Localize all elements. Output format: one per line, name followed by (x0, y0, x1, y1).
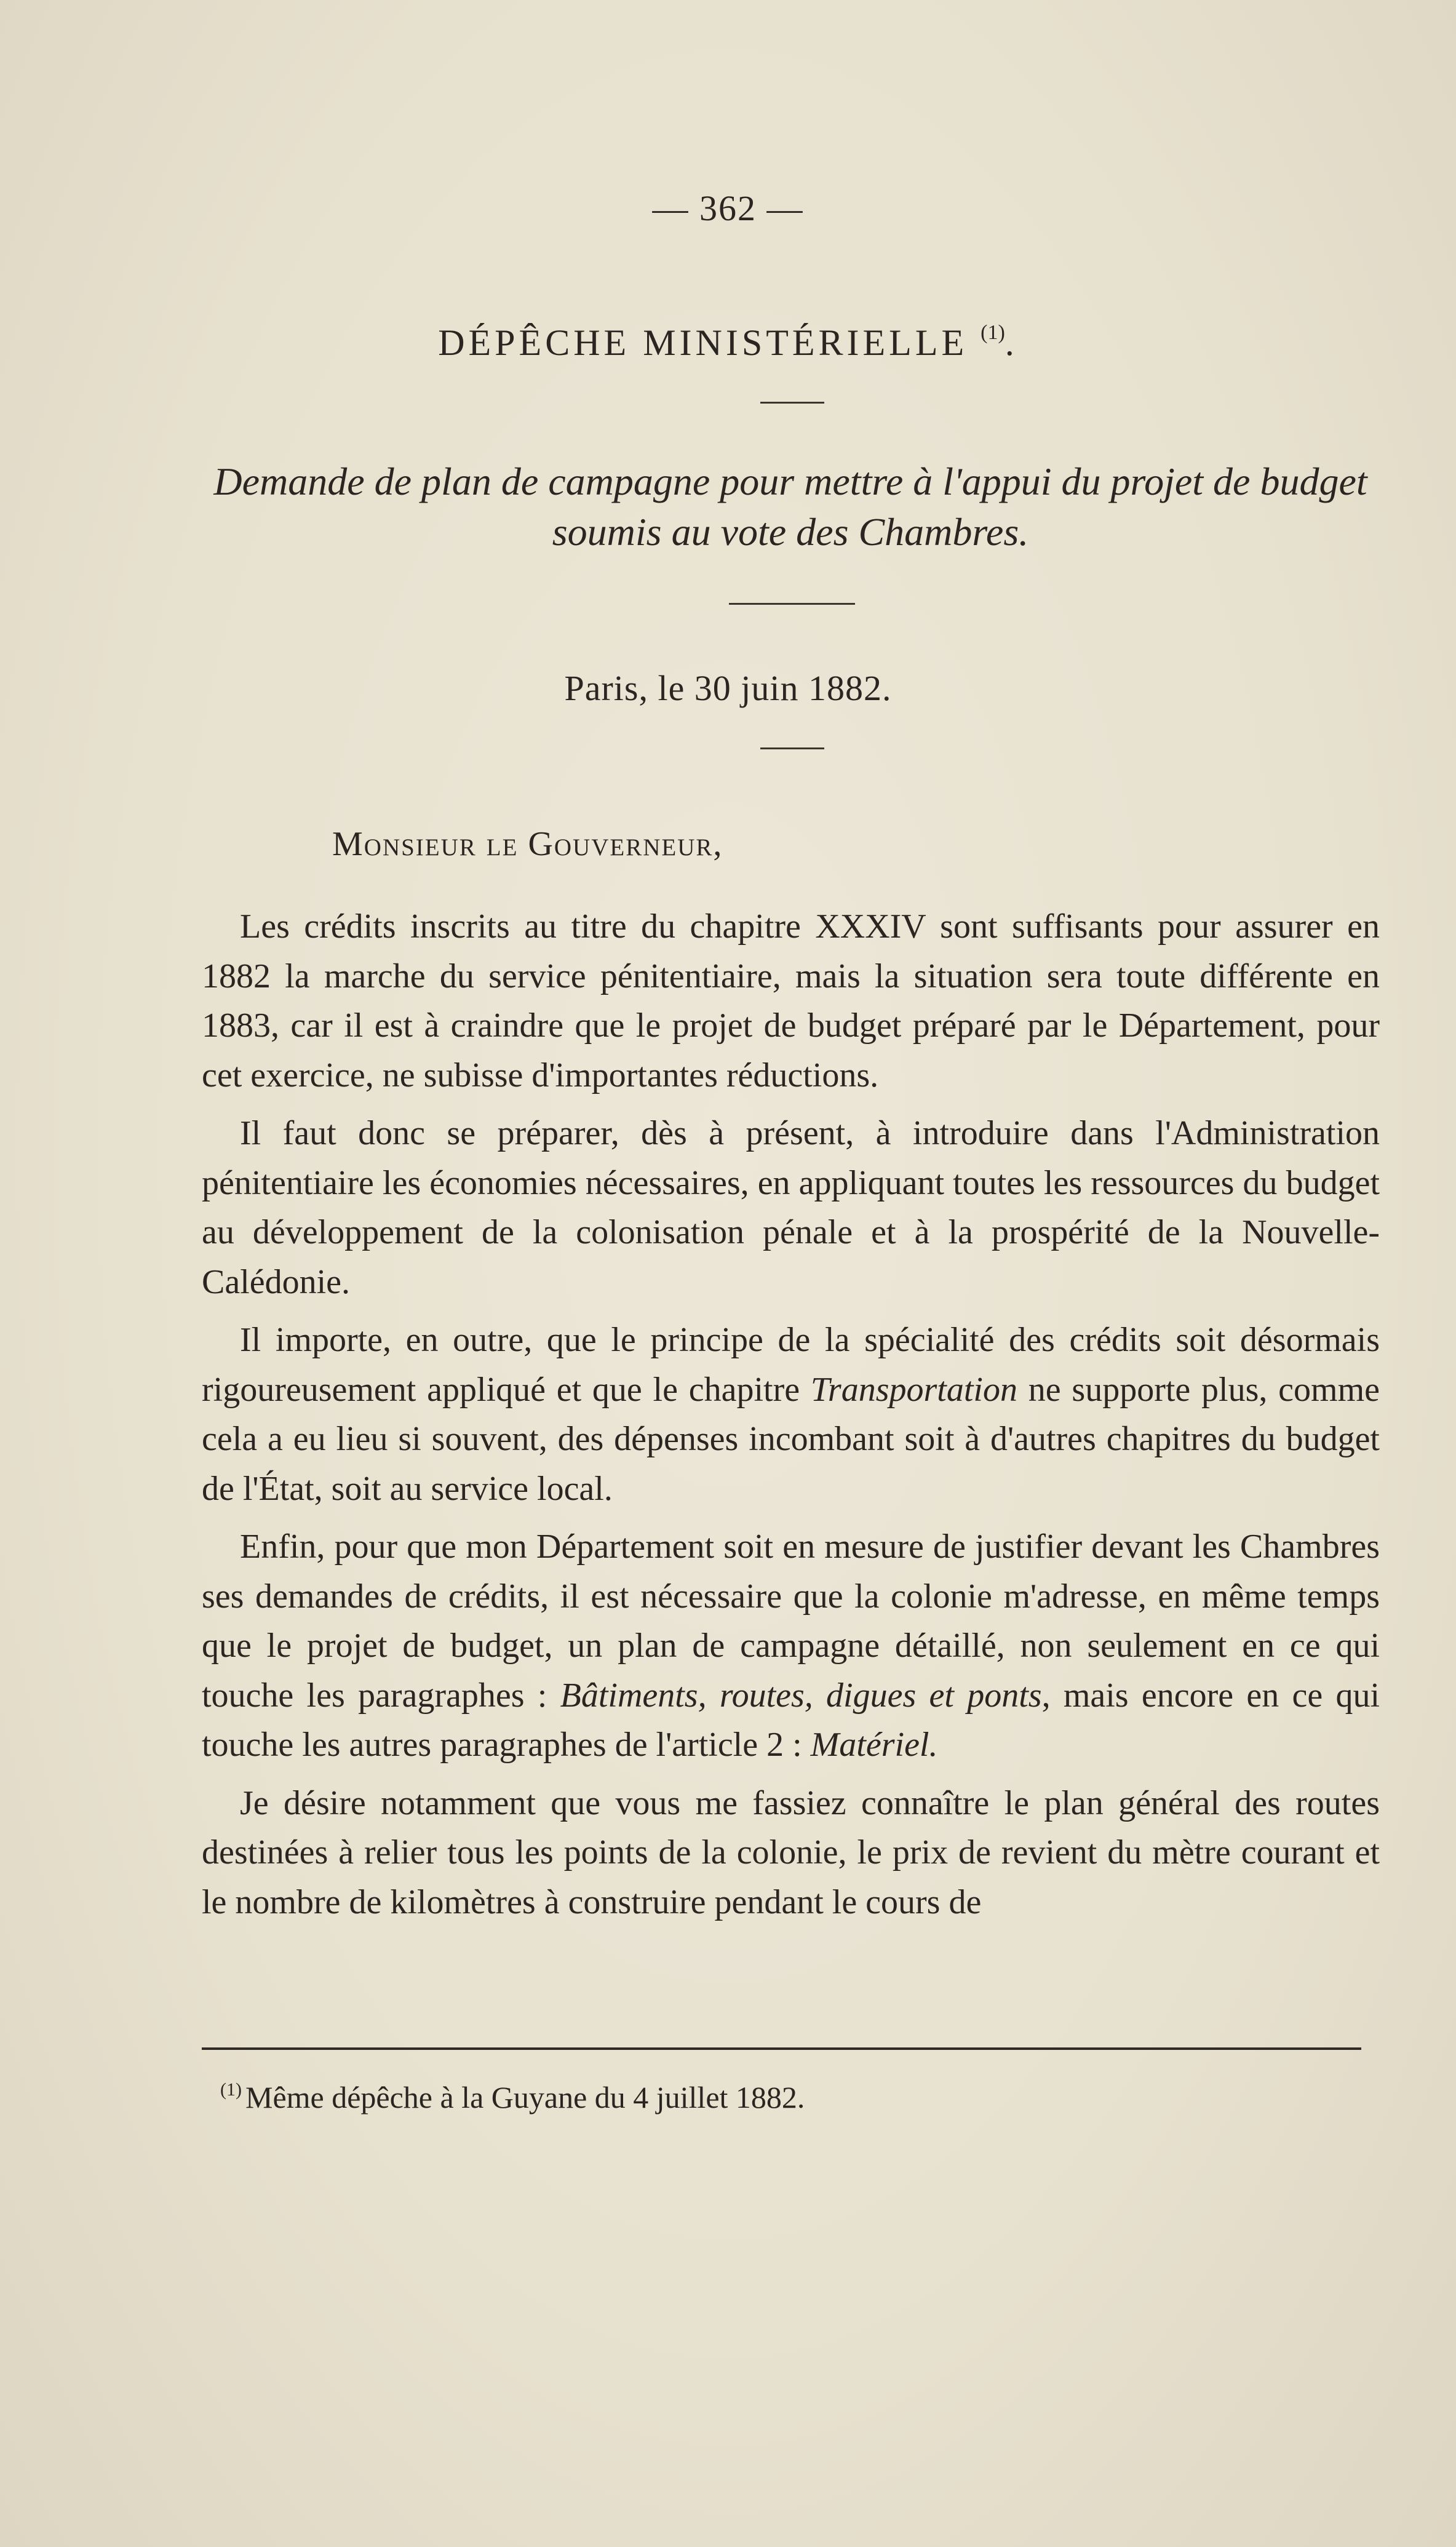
title-footnote-marker: (1) (981, 321, 1005, 344)
paragraph-4-emphasis-1: Bâtiments, routes, digues et ponts (560, 1676, 1042, 1715)
document-title (0, 321, 1456, 364)
dateline-divider (760, 747, 824, 749)
subtitle-divider (729, 603, 855, 605)
paragraph-3-emphasis: Transportation (810, 1370, 1017, 1409)
salutation: Monsieur le Gouverneur, (332, 825, 723, 863)
paragraph-3-part-1: Il importe, en outre, que le principe de la spécialité des crédits soit désormais rigoureusement appliqué et que le chapitre (202, 1321, 1380, 1409)
page-number: — 362 — (652, 188, 804, 228)
paragraph-1: Les crédits inscrits au titre du chapitre XXXIV sont suffisants pour assurer en 1882 la marche du service pénitentiaire, mais la situation sera toute différente en 1883, car il est à craindre que le projet de budget préparé par le Département, pour cet exercice, ne subisse d'importantes réductions. (202, 907, 1380, 1094)
letter-body (202, 902, 1380, 1935)
subtitle: Demande de plan de campagne pour mettre à l'appui du projet de budget soumis au vote des Chambres. (213, 460, 1367, 554)
paragraph-2: Il faut donc se préparer, dès à présent, à introduire dans l'Administration pénitentiaire les économies nécessaires, en appliquant toutes les ressources du budget au développement de la colonisation pénale et à la prospérité de la Nouvelle-Calédonie. (202, 1114, 1380, 1301)
paragraph-4-emphasis-2: Matériel. (810, 1726, 938, 1764)
paragraph-3-part-2: ne supporte plus, comme cela a eu lieu si souvent, des dépenses incombant soit à d'autres chapitres du budget de l'État, soit au service local. (202, 1370, 1380, 1508)
paragraph-3 (202, 1315, 1380, 1513)
footnote-text: Même dépêche à la Guyane du 4 juillet 1882. (245, 2080, 805, 2115)
paragraph-4-part-1: Enfin, pour que mon Département soit en mesure de justifier devant les Chambres ses demandes de crédits, il est nécessaire que la colonie m'adresse, en même temps que le projet de budget, un plan de campagne détaillé, non seulement en ce qui touche les paragraphes : (202, 1528, 1380, 1715)
title-text: DÉPÊCHE MINISTÉRIELLE (438, 322, 968, 363)
dateline: Paris, le 30 juin 1882. (564, 668, 892, 708)
title-divider (760, 402, 824, 404)
footnote (220, 2068, 805, 2119)
footnote-marker: (1) (220, 2079, 242, 2100)
title-end: . (1004, 322, 1018, 363)
paragraph-4 (202, 1522, 1380, 1770)
paragraph-4-part-2: , mais encore en ce qui touche les autres paragraphes de l'article 2 : (202, 1676, 1380, 1764)
paragraph-5: Je désire notamment que vous me fassiez connaître le plan général des routes destinées à relier tous les points de la colonie, le prix de revient du mètre courant et le nombre de kilomètres à construire pendant le cours de (202, 1784, 1380, 1921)
footnote-divider (202, 2047, 1361, 2050)
